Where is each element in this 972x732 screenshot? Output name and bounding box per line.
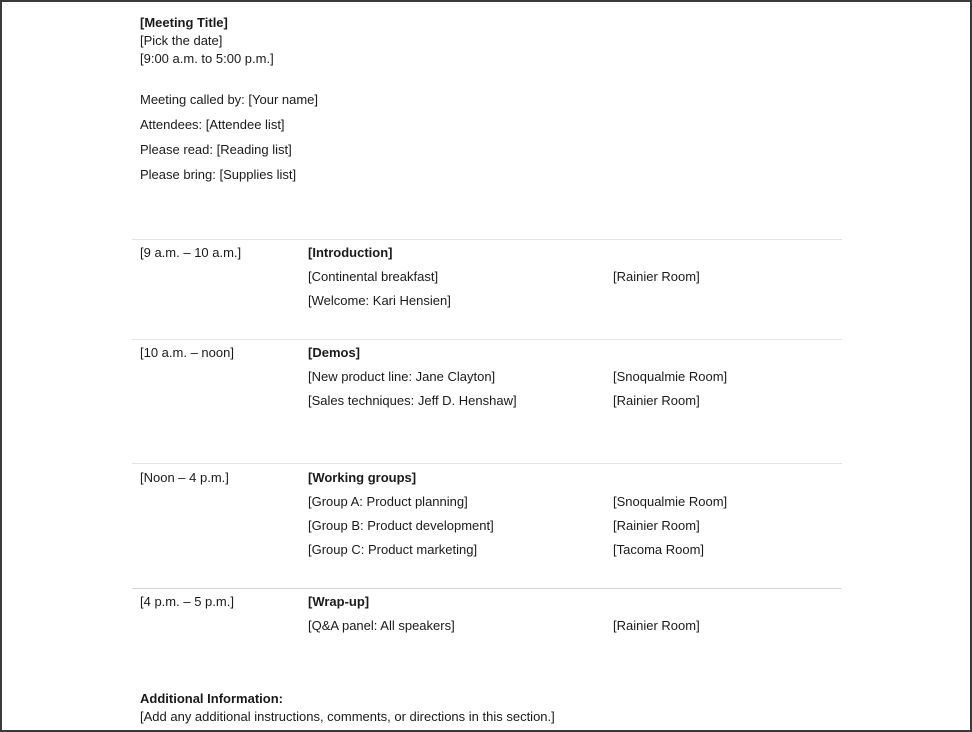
agenda-room[interactable]: [Rainier Room]	[613, 618, 700, 633]
agenda-heading[interactable]: [Introduction]	[308, 245, 393, 260]
please-bring[interactable]: Please bring: [Supplies list]	[140, 167, 297, 182]
agenda-time[interactable]: [9 a.m. – 10 a.m.]	[140, 245, 242, 260]
additional-info-label: Additional Information:	[140, 691, 283, 706]
agenda-time[interactable]: [4 p.m. – 5 p.m.]	[140, 594, 234, 609]
agenda-item[interactable]: [Q&A panel: All speakers]	[308, 618, 455, 633]
agenda-divider	[132, 463, 842, 464]
agenda-room[interactable]: [Rainier Room]	[613, 518, 700, 533]
agenda-heading[interactable]: [Demos]	[308, 345, 361, 360]
meeting-date[interactable]: [Pick the date]	[140, 33, 223, 48]
agenda-item[interactable]: [New product line: Jane Clayton]	[308, 369, 496, 384]
agenda-room[interactable]: [Snoqualmie Room]	[613, 494, 728, 509]
meeting-time[interactable]: [9:00 a.m. to 5:00 p.m.]	[140, 51, 274, 66]
agenda-divider	[132, 239, 842, 240]
agenda-divider	[132, 588, 842, 589]
agenda-item[interactable]: [Continental breakfast]	[308, 269, 439, 284]
agenda-room[interactable]: [Tacoma Room]	[613, 542, 705, 557]
additional-info-text[interactable]: [Add any additional instructions, comments, or directions in this section.]	[140, 709, 555, 724]
agenda-item[interactable]: [Sales techniques: Jeff D. Henshaw]	[308, 393, 517, 408]
please-read[interactable]: Please read: [Reading list]	[140, 142, 292, 157]
agenda-time[interactable]: [Noon – 4 p.m.]	[140, 470, 229, 485]
attendees[interactable]: Attendees: [Attendee list]	[140, 117, 285, 132]
agenda-heading[interactable]: [Working groups]	[308, 470, 417, 485]
agenda-item[interactable]: [Group A: Product planning]	[308, 494, 468, 509]
agenda-time[interactable]: [10 a.m. – noon]	[140, 345, 234, 360]
agenda-room[interactable]: [Rainier Room]	[613, 269, 700, 284]
agenda-item[interactable]: [Group B: Product development]	[308, 518, 494, 533]
agenda-divider	[132, 339, 842, 340]
meeting-called-by[interactable]: Meeting called by: [Your name]	[140, 92, 319, 107]
agenda-heading[interactable]: [Wrap-up]	[308, 594, 370, 609]
agenda-room[interactable]: [Rainier Room]	[613, 393, 700, 408]
agenda-item[interactable]: [Group C: Product marketing]	[308, 542, 478, 557]
agenda-item[interactable]: [Welcome: Kari Hensien]	[308, 293, 451, 308]
agenda-room[interactable]: [Snoqualmie Room]	[613, 369, 728, 384]
meeting-title[interactable]: [Meeting Title]	[140, 15, 228, 30]
